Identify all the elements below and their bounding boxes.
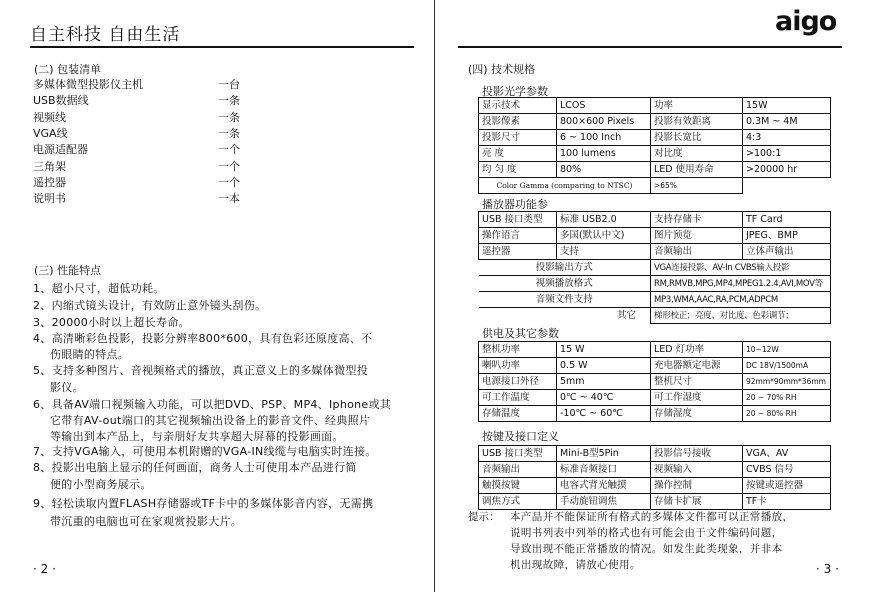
table-cell: 整机功率 [479,342,557,358]
table-row [479,478,831,494]
package-item-qty: 一条 [218,94,240,108]
table-cell: 触摸按键 [479,478,557,494]
specs-title: (四) 技术规格 [468,63,536,76]
table-row [479,114,831,130]
table-cell: 均 匀 度 [479,162,557,178]
table-cell: USB 接口类型 [479,446,557,462]
package-item-name: 三角架 [33,159,66,173]
header-rule [30,46,414,48]
table-cell: 投影像素 [479,114,557,130]
table-cell: 投影信号接收 [651,446,743,462]
table-cell: 存储温度 [479,406,557,422]
table-cell: TF Card [743,212,831,228]
package-item-qty: 一本 [218,192,240,206]
package-item-name: 多媒体微型投影仪主机 [33,78,143,91]
table-cell: 投影输出方式 [479,260,651,276]
table-row [479,358,831,374]
table-cell: 可工作湿度 [651,390,743,406]
table-cell: 4:3 [743,130,831,146]
note-line: 说明书列表中列举的格式也有可能会由于文件编码问题， [510,527,783,539]
table-cell: 电容式背光触摸 [557,478,651,494]
table-cell: 立体声输出 [743,244,831,260]
feature-line: 1、超小尺寸，超低功耗。 [33,282,165,295]
table-cell: 电源接口外径 [479,374,557,390]
aigo-logo: aigo [775,6,837,37]
package-item-qty: 一条 [218,110,240,124]
table-cell: 支持 [557,244,651,260]
table-cell: 操作控制 [651,478,743,494]
package-item-name: USB数据线 [33,94,89,108]
table-row [479,308,831,324]
table-row [479,390,831,406]
table-row [479,462,831,478]
power-title: 供电及其它参数 [482,327,559,340]
table-row [479,446,831,462]
table-cell: VGA、AV [743,446,831,462]
table-cell: 标准音频接口 [557,462,651,478]
table-cell: RM,RMVB,MPG,MP4,MPEG1.2.4,AVI,MOV等 [651,276,831,292]
feature-line: 6、具备AV端口视频输入功能，可以把DVD、PSP、MP4、Iphone或其 [33,398,392,411]
table-cell: 整机尺寸 [651,374,743,390]
package-item-qty: 一条 [218,126,240,140]
table-row [479,146,831,162]
table-row [479,276,831,292]
table-cell: 存储卡扩展 [651,494,743,510]
player-title: 播放器功能参 [482,198,548,211]
page-number-left: · 2 · [33,562,56,576]
table-cell: 800×600 Pixels [557,114,651,130]
table-cell: 其它 [479,308,651,324]
feature-line: 影仪。 [50,381,84,394]
table-cell: 存储湿度 [651,406,743,422]
table-cell: 功率 [651,98,743,114]
table-cell: 6 ~ 100 Inch [557,130,651,146]
table-row [479,178,831,194]
table-cell: 0.3M ~ 4M [743,114,831,130]
table-cell: 充电器额定电源 [651,358,743,374]
table-cell: 调焦方式 [479,494,557,510]
table-cell: 15 W [557,342,651,358]
note-line: 机出现故障，请放心使用。 [510,559,641,571]
feature-line: 3、20000小时以上超长寿命。 [33,316,190,329]
table-cell: JPEG、BMP [743,228,831,244]
table-cell: -10℃ ~ 60℃ [557,406,651,422]
table-cell: 图片预览 [651,228,743,244]
table-cell: USB 接口类型 [479,212,557,228]
table-row [479,130,831,146]
ports-title: 按键及接口定义 [482,430,559,443]
page-number-right: · 3 · [816,562,839,576]
feature-line: 便的小型商务展示。 [50,478,152,491]
table-cell: 100 lumens [557,146,651,162]
table-cell: TF卡 [743,494,831,510]
feature-line: 4、高清晰彩色投影，投影分辨率800*600，具有色彩还原度高、不 [33,332,373,345]
table-row [479,98,831,114]
table-cell: 音频文件支持 [479,292,651,308]
package-title: (二) 包装清单 [34,63,102,76]
table-cell: LCOS [557,98,651,114]
table-cell: >20000 hr [743,162,831,178]
table-cell: 遥控器 [479,244,557,260]
table-cell: 对比度 [651,146,743,162]
package-item-name: 遥控器 [33,175,66,189]
optical-spec-table [478,97,831,194]
table-row [479,374,831,390]
table-row [479,292,831,308]
table-row [479,342,831,358]
table-cell: 标准 USB2.0 [557,212,651,228]
package-item-name: 说明书 [33,192,66,206]
package-item-qty: 一个 [218,175,240,189]
table-row [479,244,831,260]
table-cell: 亮 度 [479,146,557,162]
note-line: 导致出现不能正常播放的情况。如发生此类现象，并非本 [510,543,783,555]
table-row [479,228,831,244]
feature-line: 9、轻松读取内置FLASH存储器或TF卡中的多媒体影音内容，无需携 [33,497,374,510]
table-cell: 20 ~ 70% RH [743,390,831,406]
table-cell: LED 灯功率 [651,342,743,358]
table-cell: 15W [743,98,831,114]
table-cell: CVBS 信号 [743,462,831,478]
power-spec-table [478,341,831,422]
page-header-slogan: 自主科技 自由生活 [30,25,181,45]
table-cell: 手动旋钮调焦 [557,494,651,510]
table-cell: Mini-B型5Pin [557,446,651,462]
package-item-name: VGA线 [33,126,68,140]
table-cell: 投影尺寸 [479,130,557,146]
gamma-value: >65% [651,178,743,194]
gamma-label: Color Gamma (comparing to NTSC) [479,178,651,194]
feature-line: 带沉重的电脑也可在家观赏投影大片。 [50,515,243,528]
table-cell: LED 使用寿命 [651,162,743,178]
table-cell: 多国(默认中文) [557,228,651,244]
table-cell: 显示技术 [479,98,557,114]
table-cell: 视频播放格式 [479,276,651,292]
feature-line: 8、投影出电脑上显示的任何画面，商务人士可使用本产品进行简 [33,461,357,474]
table-cell: >100:1 [743,146,831,162]
table-row [479,260,831,276]
table-cell: 梯形校正；亮度、对比度、色彩调节； [651,308,831,324]
table-cell: 音频输出 [651,244,743,260]
feature-line: 2、内缩式镜头设计，有效防止意外镜头刮伤。 [33,299,267,312]
table-cell: 10~12W [743,342,831,358]
table-cell: 20 ~ 80% RH [743,406,831,422]
table-cell: 0℃ ~ 40℃ [557,390,651,406]
feature-line: 7、支持VGA输入，可使用本机附赠的VGA-IN线缆与电脑实时连接。 [33,445,377,458]
header-rule-right [458,46,842,48]
table-cell: 投影长宽比 [651,130,743,146]
features-title: (三) 性能特点 [34,264,102,277]
package-item-name: 电源适配器 [33,143,88,157]
table-cell: 0.5 W [557,358,651,374]
feature-line: 伤眼睛的特点。 [50,348,130,361]
feature-line: 5、支持多种图片、音视频格式的播放，真正意义上的多媒体微型投 [33,364,368,377]
empty-cell [743,178,831,194]
player-spec-table [478,211,831,324]
table-cell: 喇叭功率 [479,358,557,374]
package-item-qty: 一个 [218,143,240,157]
package-item-qty: 一个 [218,159,240,173]
table-cell: 可工作温度 [479,390,557,406]
note-label: 提示： [468,511,500,523]
table-row [479,162,831,178]
table-row [479,212,831,228]
table-row [479,406,831,422]
table-cell: 支持存储卡 [651,212,743,228]
ports-spec-table [478,445,831,510]
left-page [0,0,434,592]
package-item-qty: 一台 [218,78,240,91]
table-cell: 80% [557,162,651,178]
table-cell: 按键或遥控器 [743,478,831,494]
note-line: 本产品并不能保证所有格式的多媒体文件都可以正常播放， [510,511,794,523]
table-cell: 92mm*90mm*36mm [743,374,831,390]
feature-line: 等输出到本产品上，与亲朋好友共享超大屏幕的投影画面。 [50,430,344,443]
table-cell: 投影有效距离 [651,114,743,130]
table-cell: MP3,WMA,AAC,RA,PCM,ADPCM [651,292,831,308]
table-cell: VGA连接投影、AV-In CVBS输入投影 [651,260,831,276]
table-cell: 视频输入 [651,462,743,478]
page-divider [434,0,435,592]
table-cell: DC 18V/1500mA [743,358,831,374]
table-row [479,494,831,510]
package-item-name: 视频线 [33,110,66,124]
table-cell: 5mm [557,374,651,390]
table-cell: 操作语言 [479,228,557,244]
table-cell: 音频输出 [479,462,557,478]
feature-line: 它带有AV-out端口的其它视频输出设备上的影音文件、经典照片 [50,414,371,427]
optical-title: 投影光学参数 [482,85,548,98]
